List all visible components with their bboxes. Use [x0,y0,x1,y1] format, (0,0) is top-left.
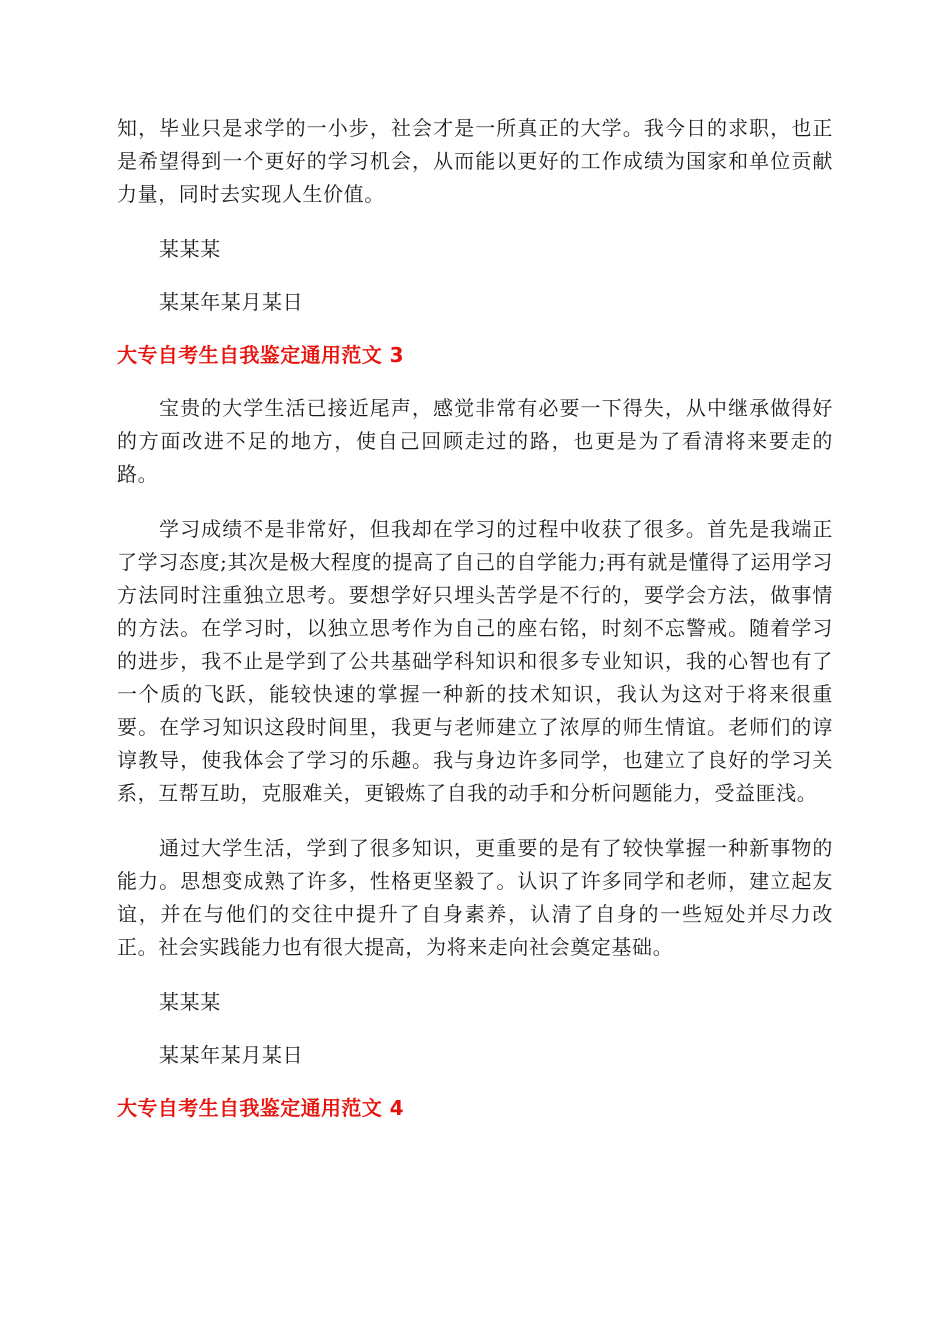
section-3-signature-date: 某某年某月某日 [159,1043,304,1067]
section-3-paragraph-1: 宝贵的大学生活已接近尾声，感觉非常有必要一下得失，从中继承做得好的方面改进不足的地方，使自己回顾走过的路，也更是为了看清将来要走的路。 [117,396,833,486]
document-page [117,112,833,1145]
signature-name: 某某某 [159,237,221,261]
section-3-paragraph-2: 学习成绩不是非常好，但我却在学习的过程中收获了很多。首先是我端正了学习态度;其次是极大程度的提高了自己的自学能力;再有就是懂得了运用学习方法同时注重独立思考。要想学好只埋头苦学是不行的，要学会方法，做事情的方法。在学习时，以独立思考作为自己的座右铭，时刻不忘警戒。随着学习的进步，我不止是学到了公共基础学科知识和很多专业知识，我的心智也有了一个质的飞跃，能较快速的掌握一种新的技术知识，我认为这对于将来很重要。在学习知识这段时间里，我更与老师建立了浓厚的师生情谊。老师们的谆谆教导，使我体会了学习的乐趣。我与身边许多同学，也建立了良好的学习关系，互帮互助，克服难关，更锻炼了自我的动手和分析问题能力，受益匪浅。 [117,517,833,805]
section-3-heading: 大专自考生自我鉴定通用范文 3 [117,343,404,367]
signature-date: 某某年某月某日 [159,290,304,314]
intro-paragraph: 知，毕业只是求学的一小步，社会才是一所真正的大学。我今日的求职，也正是希望得到一个更好的学习机会，从而能以更好的工作成绩为国家和单位贡献力量，同时去实现人生价值。 [117,116,833,206]
section-3-paragraph-3: 通过大学生活，学到了很多知识，更重要的是有了较快掌握一种新事物的能力。思想变成熟了许多，性格更坚毅了。认识了许多同学和老师，建立起友谊，并在与他们的交往中提升了自身素养，认清了自身的一些短处并尽力改正。社会实践能力也有很大提高，为将来走向社会奠定基础。 [117,836,833,959]
section-4-heading: 大专自考生自我鉴定通用范文 4 [117,1096,404,1120]
section-3-signature-name: 某某某 [159,990,221,1014]
